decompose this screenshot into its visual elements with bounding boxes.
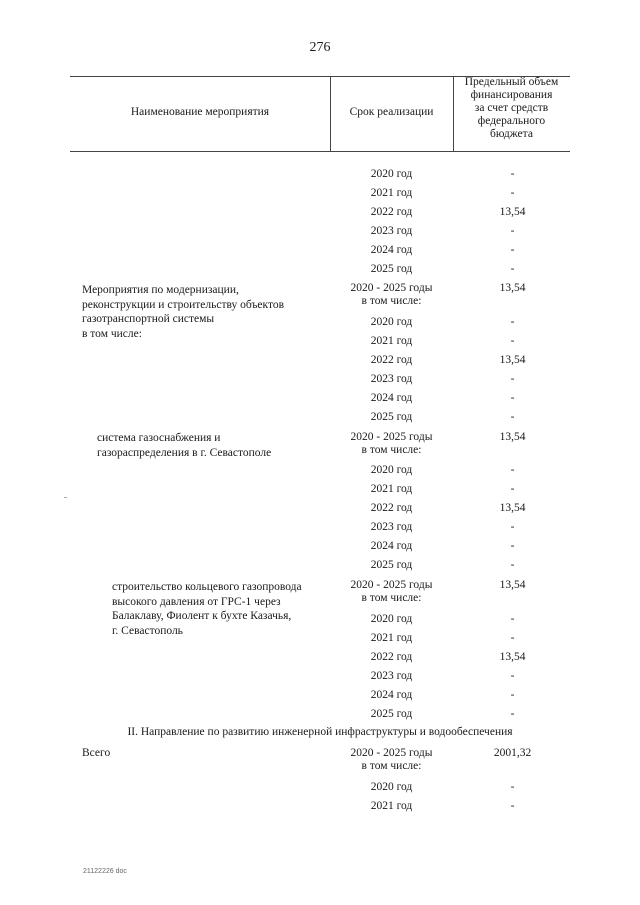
total-funding-cell: 2001,32 [493, 747, 532, 759]
funding-cell: - [510, 781, 515, 793]
period-cell: 2024 год [370, 689, 413, 701]
funding-cell: - [510, 244, 515, 256]
period-cell: 2020 год [370, 316, 413, 328]
header-bottom-rule [70, 151, 570, 152]
period-cell: 2021 год [370, 335, 413, 347]
funding-cell: - [510, 411, 515, 423]
funding-cell: - [510, 613, 515, 625]
period-cell: 2023 год [370, 670, 413, 682]
funding-cell: - [510, 187, 515, 199]
funding-cell: - [510, 632, 515, 644]
funding-cell: - [510, 168, 515, 180]
period-cell: 2023 год [370, 373, 413, 385]
funding-cell: - [510, 540, 515, 552]
period-cell: 2025 год [370, 263, 413, 275]
funding-cell: - [510, 670, 515, 682]
funding-cell: 13,54 [499, 651, 526, 663]
period-cell: 2025 год [370, 708, 413, 720]
funding-cell: - [510, 483, 515, 495]
funding-cell: - [510, 800, 515, 812]
section-heading: II. Направление по развитию инженерной инфраструктуры и водообеспечения [127, 726, 513, 738]
period-cell: 2024 год [370, 244, 413, 256]
total-funding-cell: 13,54 [499, 282, 526, 294]
funding-cell: - [510, 521, 515, 533]
period-cell: 2025 год [370, 559, 413, 571]
total-sub-label: в том числе: [361, 760, 422, 772]
activity-name: строительство кольцевого газопровода высокого давления от ГРС-1 через Балаклаву, Фиолент к бухте Казачья, г. Севастополь [112, 581, 302, 637]
scan-mark [64, 497, 67, 498]
period-cell: 2022 год [370, 354, 413, 366]
period-cell: 2021 год [370, 632, 413, 644]
period-cell: 2024 год [370, 392, 413, 404]
total-period-cell: 2020 - 2025 годы [350, 747, 433, 759]
funding-cell: - [510, 373, 515, 385]
total-period-cell: 2020 - 2025 годы [350, 282, 433, 294]
header-col-name: Наименование мероприятия [130, 106, 270, 118]
file-footer: 21122226 doc [83, 868, 127, 875]
funding-cell: - [510, 316, 515, 328]
funding-cell: - [510, 689, 515, 701]
funding-cell: - [510, 392, 515, 404]
period-cell: 2022 год [370, 651, 413, 663]
period-cell: 2020 год [370, 613, 413, 625]
header-col-period: Срок реализации [349, 106, 434, 118]
funding-cell: - [510, 335, 515, 347]
period-cell: 2021 год [370, 483, 413, 495]
activity-name: Всего [82, 747, 111, 759]
total-period-cell: 2020 - 2025 годы [350, 431, 433, 443]
page-number: 276 [309, 40, 331, 55]
period-cell: 2021 год [370, 187, 413, 199]
funding-cell: - [510, 708, 515, 720]
period-cell: 2021 год [370, 800, 413, 812]
period-cell: 2025 год [370, 411, 413, 423]
total-sub-label: в том числе: [361, 295, 422, 307]
total-period-cell: 2020 - 2025 годы [350, 579, 433, 591]
period-cell: 2020 год [370, 168, 413, 180]
activity-name: Мероприятия по модернизации, реконструкции и строительству объектов газотранспортной системы в том числе: [82, 284, 285, 340]
funding-cell: - [510, 559, 515, 571]
period-cell: 2022 год [370, 206, 413, 218]
period-cell: 2024 год [370, 540, 413, 552]
period-cell: 2023 год [370, 521, 413, 533]
total-sub-label: в том числе: [361, 444, 422, 456]
period-cell: 2022 год [370, 502, 413, 514]
funding-cell: - [510, 464, 515, 476]
funding-cell: 13,54 [499, 206, 526, 218]
total-sub-label: в том числе: [361, 592, 422, 604]
header-col-funding: Предельный объем финансирования за счет средств федерального бюджета [464, 76, 559, 140]
funding-cell: - [510, 225, 515, 237]
funding-cell: 13,54 [499, 502, 526, 514]
funding-cell: - [510, 263, 515, 275]
activity-name: система газоснабжения и газораспределения в г. Севастополе [97, 432, 272, 459]
period-cell: 2020 год [370, 781, 413, 793]
total-funding-cell: 13,54 [499, 431, 526, 443]
period-cell: 2023 год [370, 225, 413, 237]
funding-cell: 13,54 [499, 354, 526, 366]
total-funding-cell: 13,54 [499, 579, 526, 591]
period-cell: 2020 год [370, 464, 413, 476]
